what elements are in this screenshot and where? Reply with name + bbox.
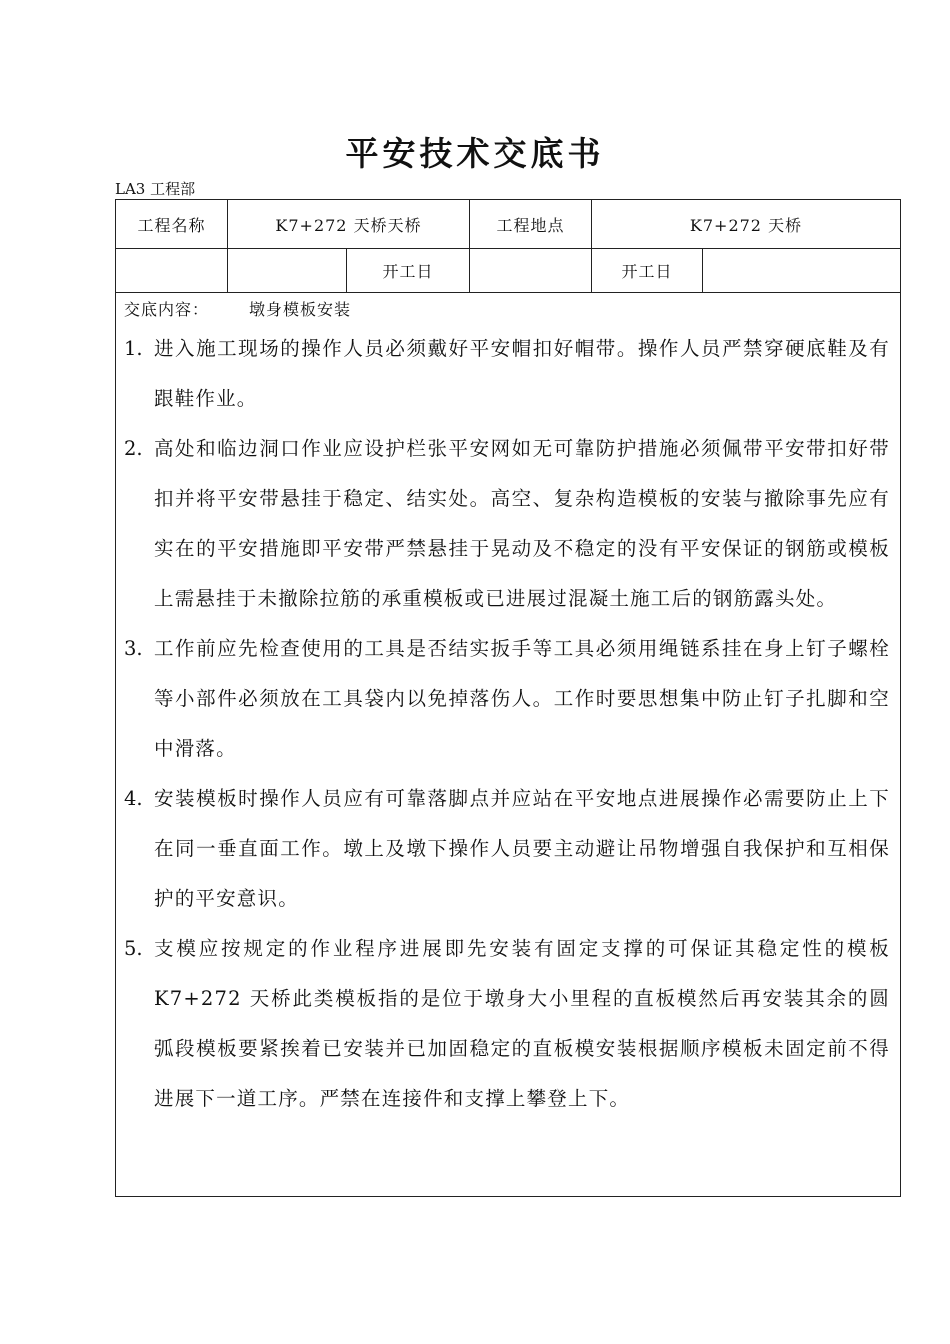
start-date-label: 开工日 [347, 248, 470, 292]
item-number: 5. [124, 937, 143, 960]
item-text: 工作前应先检查使用的工具是否结实扳手等工具必须用绳链系挂在身上钉子螺栓等小部件必须放在工具袋内以免掉落伤人。工作时要思想集中防止钉子扎脚和空中滑落。 [154, 637, 890, 760]
list-item [124, 924, 890, 1124]
list-item [124, 324, 890, 424]
item-number: 4. [124, 787, 143, 810]
disclosure-table [115, 199, 901, 1197]
project-name-value: K7+272 天桥天桥 [228, 200, 470, 248]
location-label: 工程地点 [470, 200, 592, 248]
content-label: 交底内容： [124, 300, 210, 319]
blank-cell [116, 248, 228, 292]
blank-cell [228, 248, 347, 292]
project-name-label: 工程名称 [116, 200, 228, 248]
start-date-row [116, 248, 900, 293]
list-item [124, 424, 890, 624]
content-header [124, 297, 351, 320]
item-number: 3. [124, 637, 143, 660]
item-number: 2. [124, 437, 143, 460]
content-list [124, 324, 890, 1124]
start-date-value [470, 248, 592, 292]
item-text: 支模应按规定的作业程序进展即先安装有固定支撑的可保证其稳定性的模板K7+272 天桥此类模板指的是位于墩身大小里程的直板模然后再安装其余的圆弧段模板要紧挨着已安装并已加固稳定的直板模安装根据顺序模板未固定前不得进展下一道工序。严禁在连接件和支撑上攀登上下。 [154, 937, 890, 1110]
start-date-value [703, 248, 900, 292]
document-title: 平安技术交底书 [345, 134, 605, 173]
list-item [124, 774, 890, 924]
list-item [124, 624, 890, 774]
department-label: LA3 工程部 [115, 180, 196, 198]
item-text: 进入施工现场的操作人员必须戴好平安帽扣好帽带。操作人员严禁穿硬底鞋及有跟鞋作业。 [154, 337, 890, 410]
location-value: K7+272 天桥 [689, 215, 803, 235]
item-text: 安装模板时操作人员应有可靠落脚点并应站在平安地点进展操作必需要防止上下在同一垂直面工作。墩上及墩下操作人员要主动避让吊物增强自我保护和互相保护的平安意识。 [154, 787, 890, 910]
content-topic: 墩身模板安装 [249, 300, 352, 319]
project-info-row [116, 200, 900, 249]
item-number: 1. [124, 337, 143, 360]
item-text: 高处和临边洞口作业应设护栏张平安网如无可靠防护措施必须佩带平安带扣好带扣并将平安带悬挂于稳定、结实处。高空、复杂构造模板的安装与撤除事先应有实在的平安措施即平安带严禁悬挂于晃动及不稳定的没有平安保证的钢筋或模板上需悬挂于未撤除拉筋的承重模板或已进展过混凝土施工后的钢筋露头处。 [154, 437, 890, 610]
start-date-label: 开工日 [592, 248, 703, 292]
